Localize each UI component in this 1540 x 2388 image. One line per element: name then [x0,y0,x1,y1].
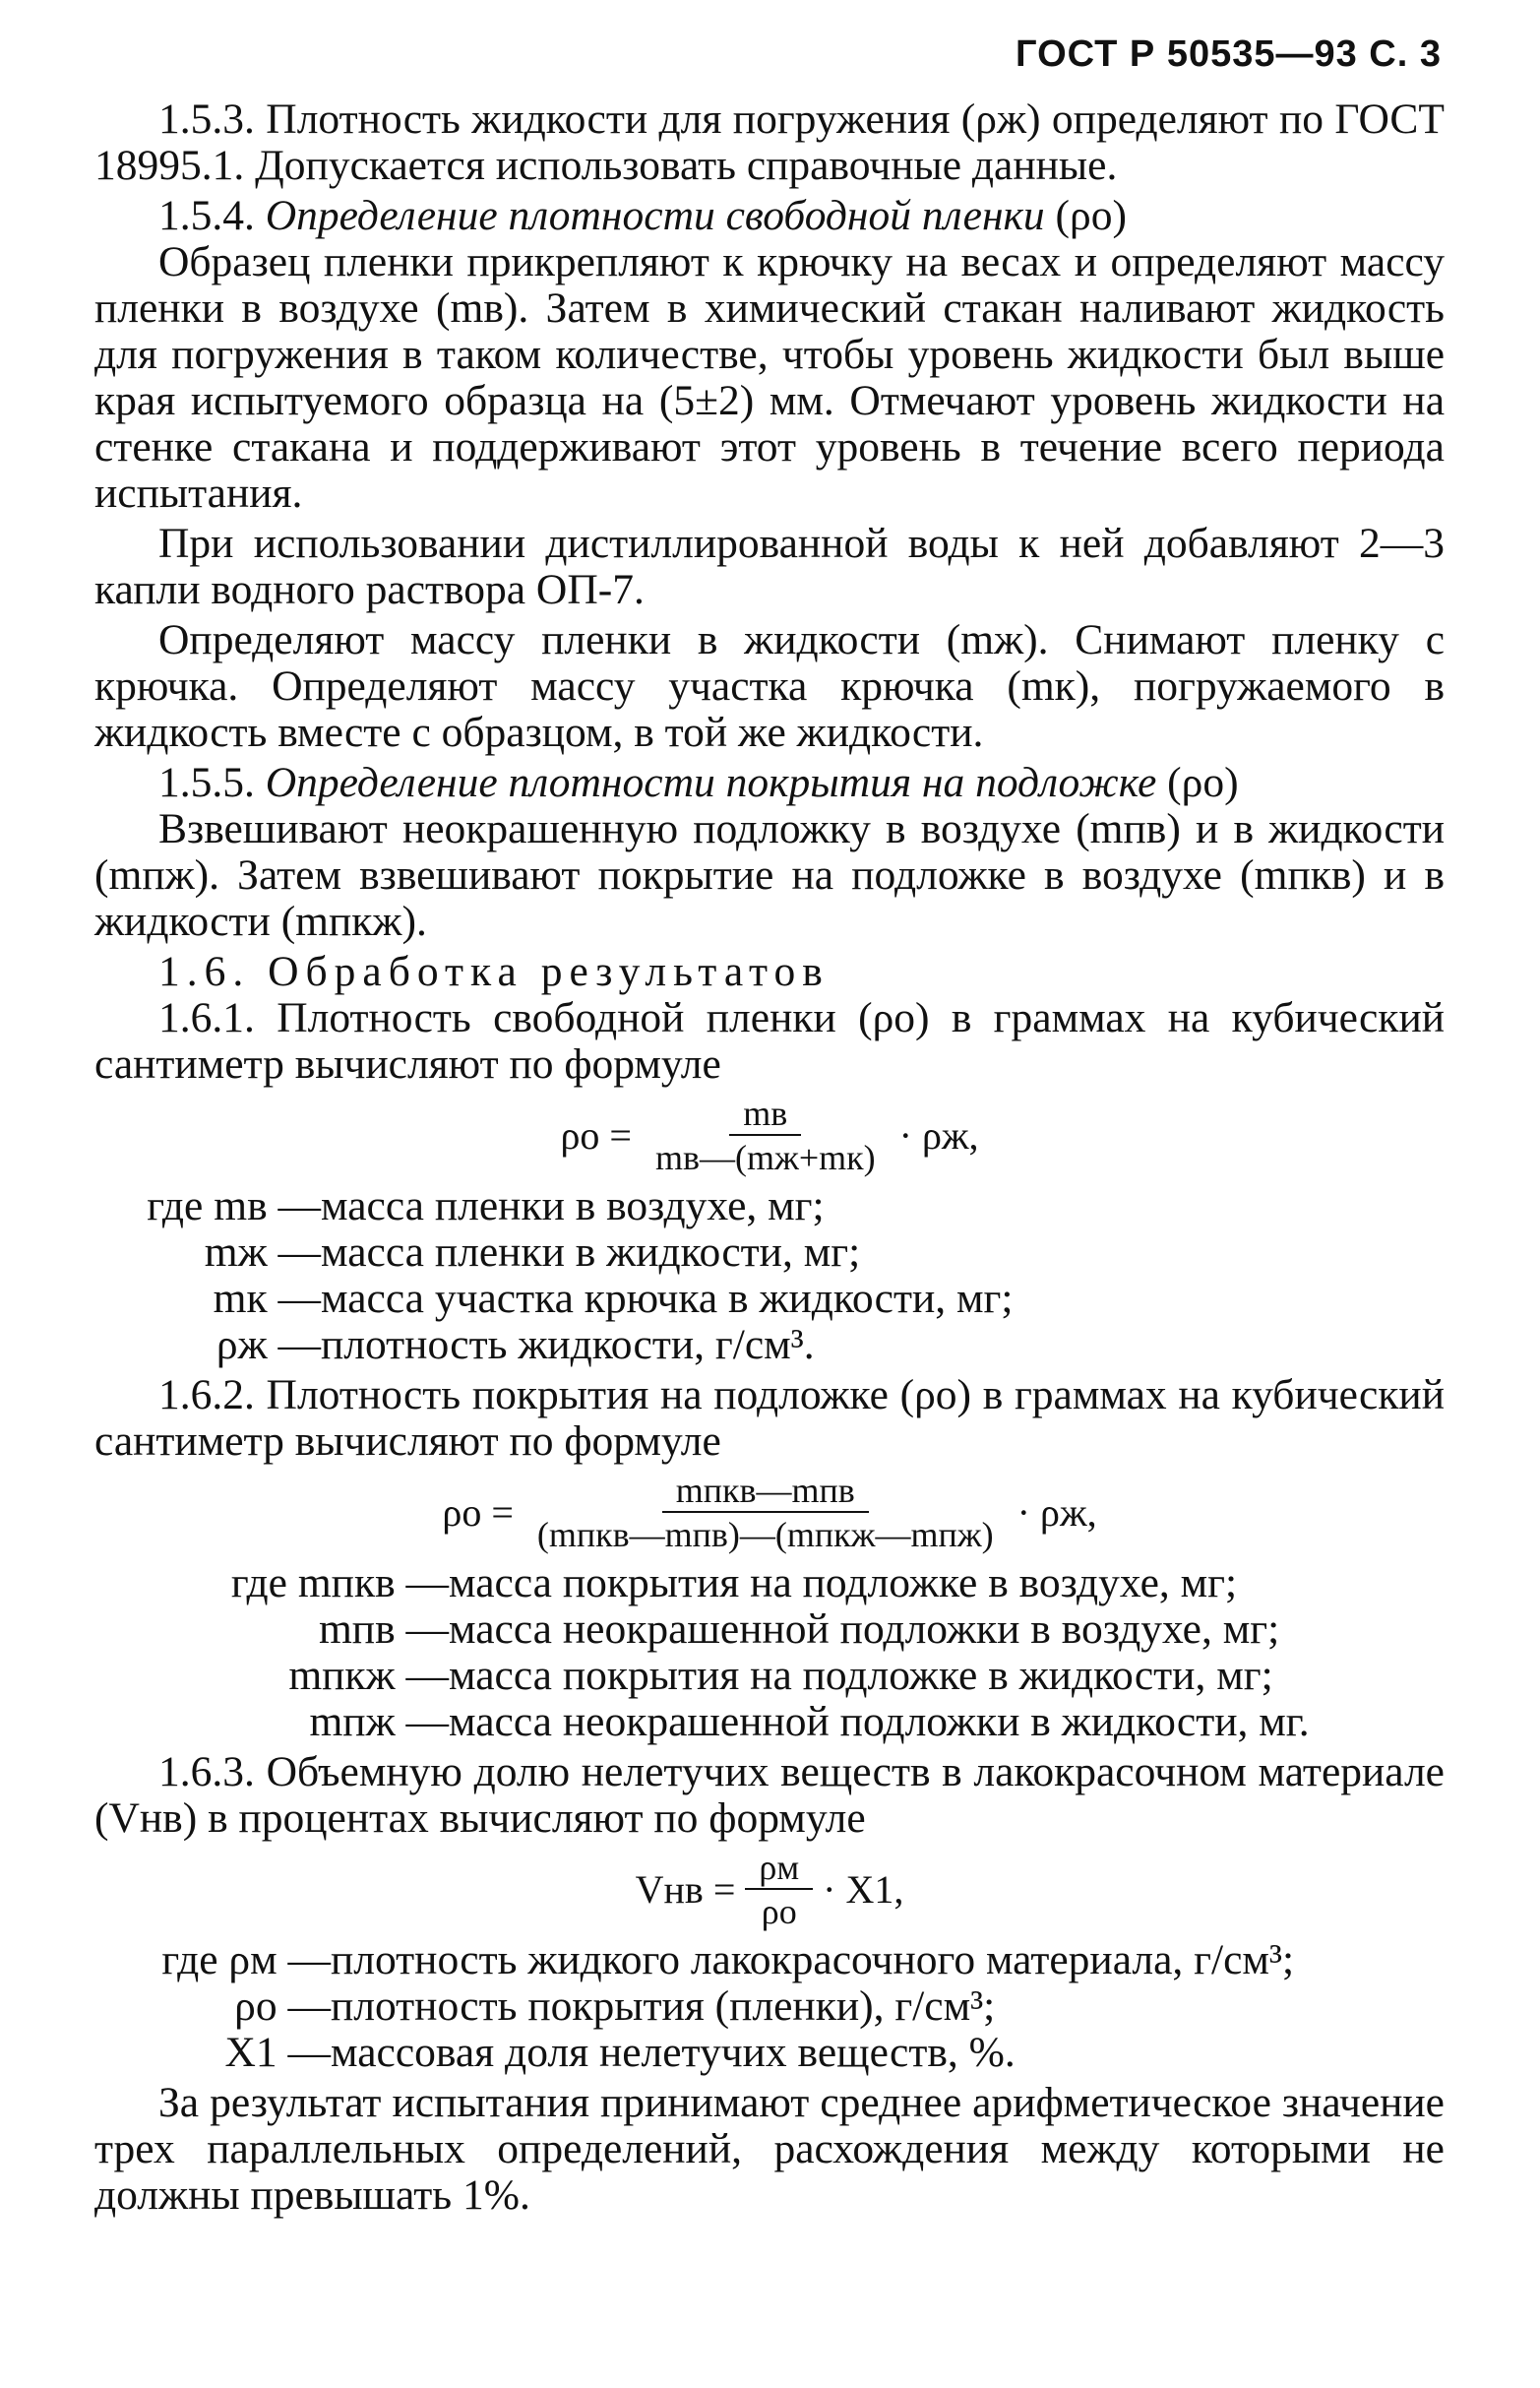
paragraph-distilled-water: При использовании дистиллированной воды к ней добавляют 2—3 капли водного раствора ОП-7. [94,520,1445,613]
formula-fraction [745,1850,813,1929]
formula-rhs: · ρж, [898,1112,979,1158]
section-symbol: (ρо) [1167,759,1239,806]
formula-fraction [524,1473,1008,1552]
page-header: ГОСТ Р 50535—93 С. 3 [1016,33,1442,75]
section-number: 1.5.5. [158,759,255,806]
formula-film-density [94,1096,1445,1175]
document-body [94,96,1445,2219]
paragraph-1-6-3: 1.6.3. Объемную долю нелетучих веществ в лакокрасочном материале (Vнв) в процентах вычисляют по формуле [94,1748,1445,1842]
section-1-6-heading: 1.6. Обработка результатов [158,948,830,995]
where-list-2-row: где mпкв — масса покрытия на подложке в воздухе, мг; [230,1559,1238,1606]
formula-lhs: Vнв = [635,1866,736,1912]
formula-lhs: ρо = [560,1112,632,1158]
formula-denominator: mв—(mж+mк) [654,1138,876,1177]
where-list-2-row: mпв — масса неокрашенной подложки в воздухе, мг; [318,1605,1280,1653]
where-list-1-row: mк — масса участка крючка в жидкости, мг; [213,1275,1014,1322]
paragraph-sample-preparation: Образец пленки прикрепляют к крючку на весах и определяют массу пленки в воздухе (mв). Затем в химический стакан наливают жидкость для погружения в таком количестве, чтобы уровень жидкости был выше края испытуемого образца на (5±2) мм. Отмечают уровень жидкости на стенке стакана и поддерживают этот уровень в течение всего периода испытания. [94,238,1445,517]
section-symbol: (ρо) [1055,192,1127,239]
paragraph-film-mass: Определяют массу пленки в жидкости (mж). Снимают пленку с крючка. Определяют массу участка крючка (mк), погружаемого в жидкость вместе с образцом, в той же жидкости. [94,616,1445,756]
paragraph-1-6-2: 1.6.2. Плотность покрытия на подложке (ρо) в граммах на кубический сантиметр вычисляют по формуле [94,1371,1445,1465]
where-list-3-row: ρо — плотность покрытия (пленки), г/см³; [234,1982,996,2030]
where-list-2-row: mпж — масса неокрашенной подложки в жидкости, мг. [309,1698,1310,1745]
section-title: Определение плотности покрытия на подложке [265,759,1157,806]
section-1-5-4-heading [94,193,1445,239]
paragraph-weighing: Взвешивают неокрашенную подложку в воздухе (mпв) и в жидкости (mпж). Затем взвешивают покрытие на подложке в воздухе (mпкв) и в жидкости (mпкж). [94,805,1445,945]
formula-lhs: ρо = [442,1489,514,1535]
paragraph-result: За результат испытания принимают среднее арифметическое значение трех параллельных определений, расхождения между которыми не должны превышать 1%. [94,2079,1445,2219]
formula-coating-density [94,1473,1445,1552]
paragraph-1-6-1: 1.6.1. Плотность свободной пленки (ρо) в граммах на кубический сантиметр вычисляют по формуле [94,994,1445,1088]
formula-numerator: mв [729,1096,801,1136]
where-list-3-row: X1 — массовая доля нелетучих веществ, %. [224,2029,1016,2076]
formula-denominator: ρо [761,1892,797,1931]
formula-rhs: · X1, [823,1866,904,1912]
section-title: Определение плотности свободной пленки [265,192,1045,239]
where-list-2-row: mпкж — масса покрытия на подложке в жидкости, мг; [288,1652,1273,1699]
formula-numerator: mпкв—mпв [662,1473,869,1513]
paragraph-1-5-3: 1.5.3. Плотность жидкости для погружения (ρж) определяют по ГОСТ 18995.1. Допускается использовать справочные данные. [94,95,1445,189]
formula-nonvolatile-fraction [94,1850,1445,1929]
formula-fraction [642,1096,890,1175]
where-list-1-row: ρж — плотность жидкости, г/см³. [216,1321,815,1368]
section-number: 1.5.4. [158,192,255,239]
formula-numerator: ρм [745,1850,813,1890]
where-list-1-row: mж — масса пленки в жидкости, мг; [204,1228,861,1276]
where-list-1-row: где mв — масса пленки в воздухе, мг; [147,1182,825,1229]
section-1-5-5-heading [94,760,1445,806]
formula-denominator: (mпкв—mпв)—(mпкж—mпж) [536,1515,994,1554]
formula-rhs: · ρж, [1016,1489,1097,1535]
where-list-3-row: где ρм — плотность жидкого лакокрасочного материала, г/см³; [161,1936,1295,1983]
